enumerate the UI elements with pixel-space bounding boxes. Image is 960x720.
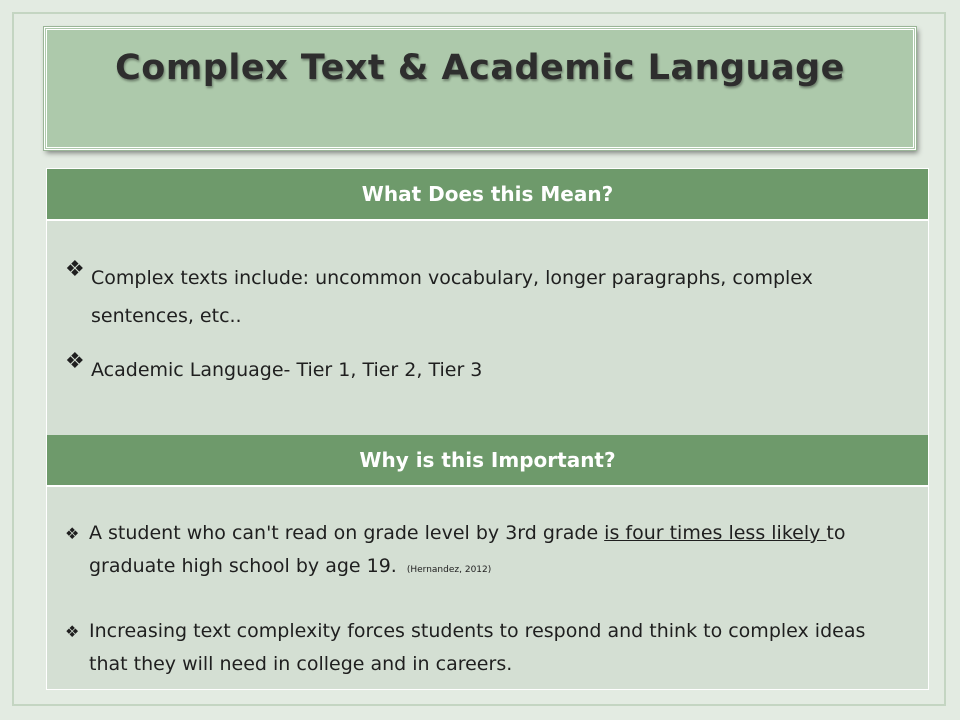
bullet-text: Academic Language- Tier 1, Tier 2, Tier 3 bbox=[91, 359, 483, 381]
diamond-bullet-icon: ❖ bbox=[65, 622, 80, 641]
underlined-phrase: is four times less likely bbox=[604, 522, 827, 544]
section-body-importance bbox=[47, 487, 928, 689]
content-table bbox=[46, 168, 929, 690]
bullet-item bbox=[65, 259, 908, 335]
diamond-bullet-icon: ❖ bbox=[65, 257, 85, 282]
bullet-text-part2: to graduate high school by age 19. bbox=[89, 522, 846, 577]
section-body-meaning bbox=[47, 221, 928, 435]
title-box bbox=[44, 27, 916, 150]
section-header-meaning: What Does this Mean? bbox=[47, 169, 928, 221]
bullet-text: Complex texts include: uncommon vocabulary, longer paragraphs, complex sentences, etc.. bbox=[91, 267, 813, 327]
bullet-item bbox=[65, 615, 908, 681]
bullet-item bbox=[65, 351, 908, 389]
diamond-bullet-icon: ❖ bbox=[65, 349, 85, 374]
bullet-item bbox=[65, 517, 908, 587]
bullet-text-part1: A student who can't read on grade level by 3rd grade bbox=[89, 522, 605, 544]
citation: (Hernandez, 2012) bbox=[406, 565, 492, 575]
diamond-bullet-icon: ❖ bbox=[65, 524, 80, 543]
section-header-importance: Why is this Important? bbox=[47, 435, 928, 487]
bullet-text bbox=[89, 517, 879, 587]
bullet-text: Increasing text complexity forces students to respond and think to complex ideas that they will need in college and in careers. bbox=[89, 620, 866, 675]
slide-title: Complex Text & Academic Language bbox=[115, 48, 845, 88]
